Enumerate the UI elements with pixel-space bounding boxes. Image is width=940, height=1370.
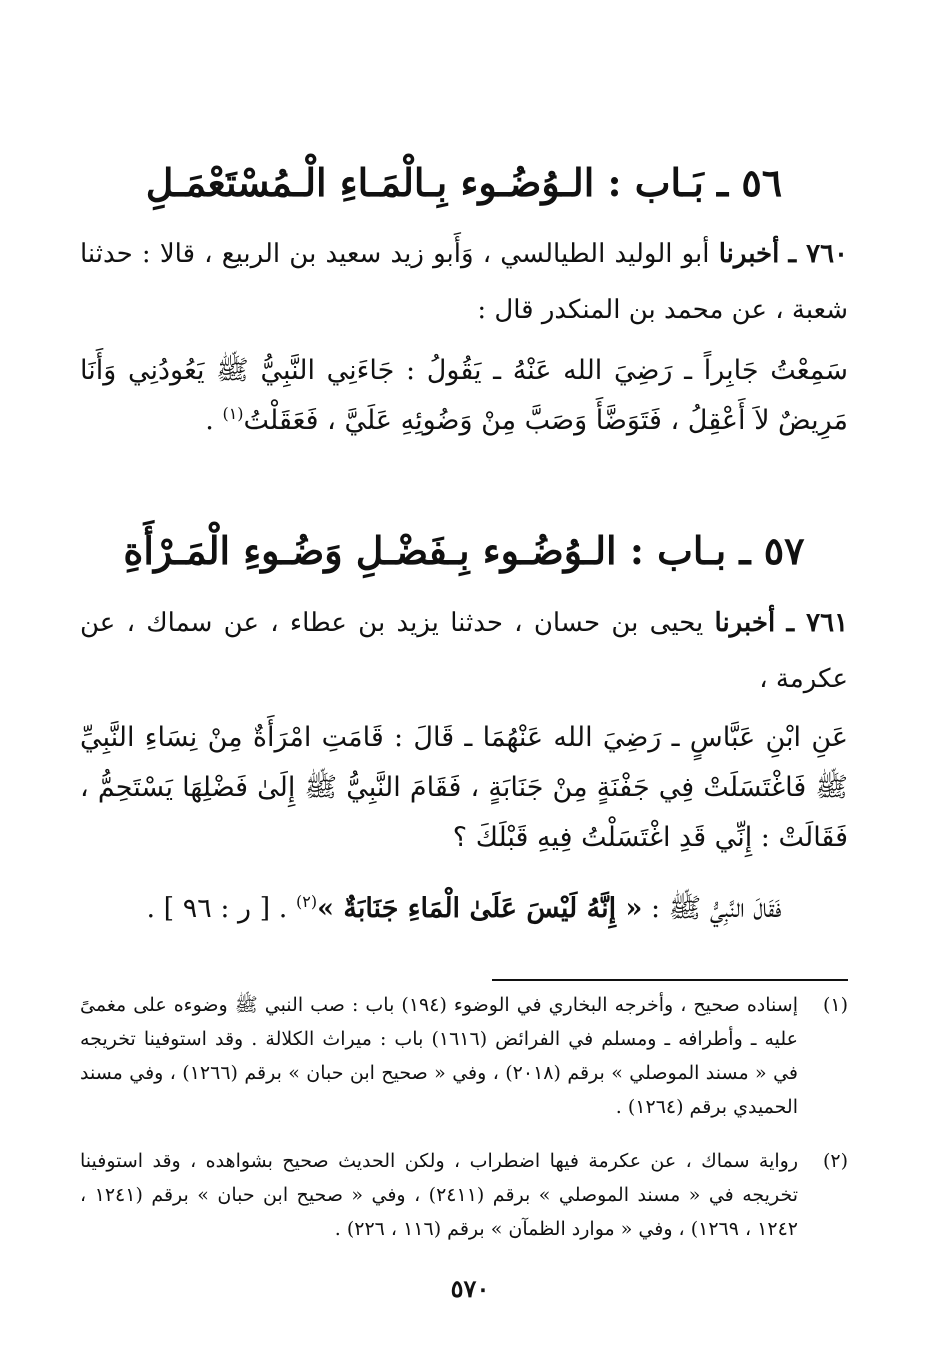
footnote-2-mark: (٢) (822, 1150, 848, 1172)
chapter-56-title: ٥٦ ـ بَـاب : الـوُضُـوء بِـالْمَـاءِ الْـمُسْتَعْمَـلِ (145, 160, 783, 205)
footnote-ref-1: (١) (222, 404, 244, 423)
hadith-761-chain: يحيى بن حسان ، حدثنا يزيد بن عطاء ، عن سماك ، عن عكرمة ، (80, 608, 848, 694)
hadith-761-final-intro: فَقَالَ النَّبِيُّ ﷺ : (650, 893, 782, 924)
page-number: ٥٧٠ (450, 1274, 490, 1303)
hadith-760-lead: أخبرنا (718, 239, 780, 269)
hadith-761-isnad (80, 595, 848, 707)
hadith-761-lead: أخبرنا (714, 608, 776, 638)
footnote-ref-2: (٢) (295, 892, 318, 911)
hadith-760-text: سَمِعْتُ جَابِراً ـ رَضِيَ الله عَنْهُ ـ يَقُولُ : جَاءَنِي النَّبِيُّ ﷺ يَعُودُنِي وَأَنَا مَرِيضٌ لاَ أَعْقِلُ ، فَتَوَضَّأَ وَصَبَّ مِنْ وَضُوئِهِ عَلَيَّ ، فَعَقَلْتُ (80, 355, 848, 436)
footnote-1-mark: (١) (822, 994, 848, 1016)
hadith-761-number: ٧٦١ ـ (786, 608, 849, 638)
footnote-2-text: رواية سماك ، عن عكرمة فيها اضطراب ، ولكن الحديث صحيح بشواهده ، وقد استوفينا تخريجه في « مسند الموصلي » برقم (٢٤١١) ، وفي « صحيح ابن حبان » برقم (١٢٤١ ، ١٢٤٢ ، ١٢٦٩) ، وفي « موارد الظمآن » برقم (١١٦ ، ٢٢٦) . (80, 1150, 799, 1240)
hadith-760-chain: أبو الوليد الطيالسي ، وَأَبو زيد سعيد بن الربيع ، قالا : حدثنا شعبة ، عن محمد بن المنكدر قال : (80, 239, 848, 325)
hadith-760-number: ٧٦٠ ـ (788, 239, 849, 269)
hadith-761-quote: « إِنَّهُ لَيْسَ عَلَىٰ الْمَاءِ جَنَابَةٌ » (317, 893, 643, 924)
hadith-761-final (80, 884, 848, 934)
footnote-2 (80, 1144, 848, 1246)
hadith-760-matn (80, 346, 848, 446)
hadith-760-end: . (205, 405, 223, 436)
hadith-761-cross-ref: . [ ر : ٩٦ ] . (146, 893, 288, 924)
hadith-760-isnad (80, 226, 848, 338)
chapter-57-title: ٥٧ ـ بـاب : الـوُضُـوء بِـفَضْـلِ وَضُـوءِ الْمَـرْأَةِ (123, 528, 805, 573)
book-page (80, 0, 848, 1370)
footnote-1-text: إسناده صحيح ، وأخرجه البخاري في الوضوء (١٩٤) باب : صب النبي ﷺ وضوءه على مغمىً عليه ـ وأطرافه ـ ومسلم في الفرائض (١٦١٦) باب : ميراث الكلالة . وقد استوفينا تخريجه في « مسند الموصلي » برقم (٢٠١٨) ، وفي « صحيح ابن حبان » برقم (١٢٦٦) ، وفي مسند الحميدي برقم (١٢٦٤) . (80, 994, 798, 1118)
footnote-separator (492, 979, 848, 981)
footnote-1 (80, 988, 848, 1124)
hadith-761-matn: عَنِ ابْنِ عَبَّاسٍ ـ رَضِيَ الله عَنْهُمَا ـ قَالَ : قَامَتِ امْرَأَةٌ مِنْ نِسَاءِ النَّبِيِّ ﷺ فَاغْتَسَلَتْ فِي جَفْنَةٍ مِنْ جَنَابَةٍ ، فَقَامَ النَّبِيُّ ﷺ إِلَىٰ فَضْلِهَا يَسْتَحِمُّ ، فَقَالَتْ : إِنِّي قَدِ اغْتَسَلْتُ فِيهِ قَبْلَكَ ؟ (80, 722, 848, 853)
